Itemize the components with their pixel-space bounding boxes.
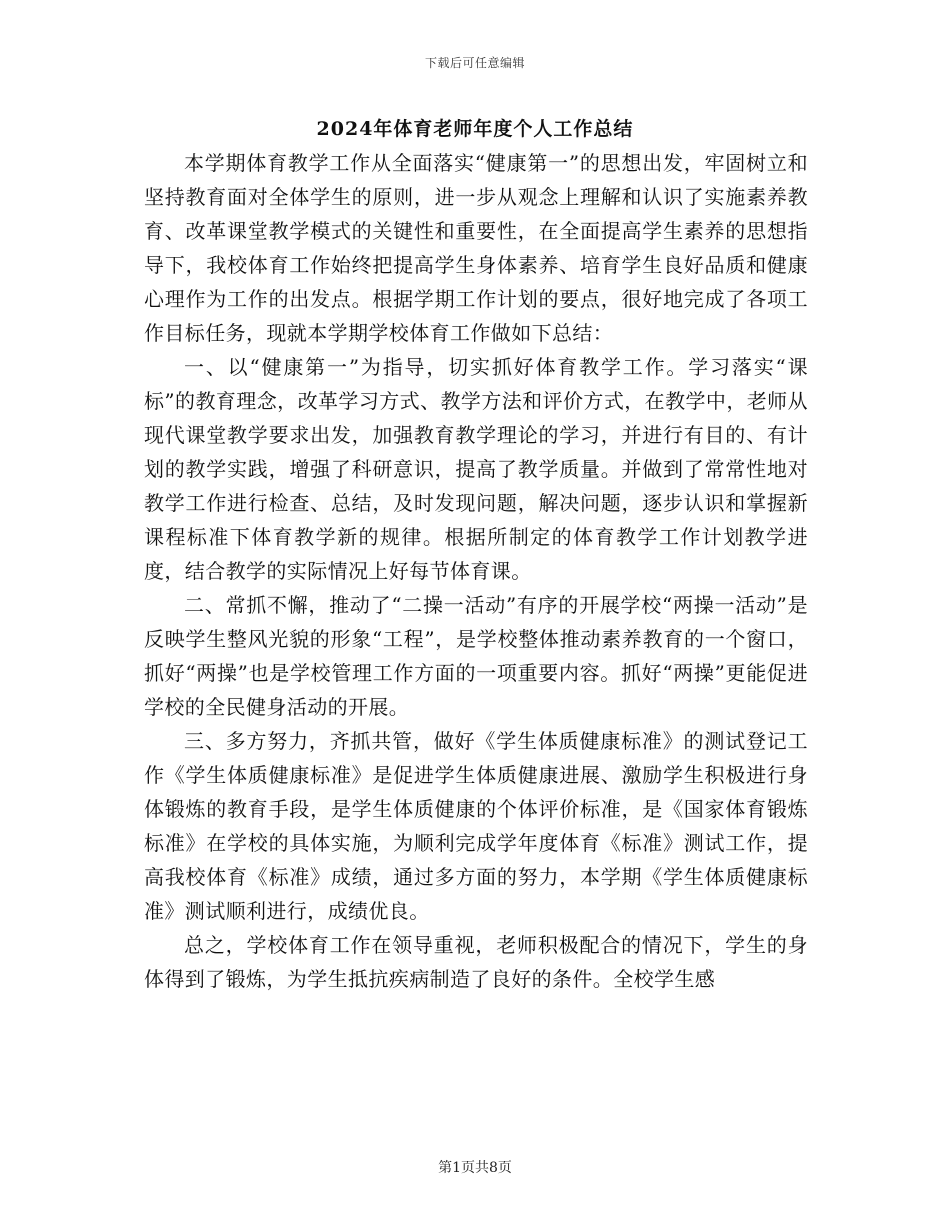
paragraph-section-1: 一、以“健康第一”为指导，切实抓好体育教学工作。学习落实“课标”的教育理念，改革学习方式、教学方法和评价方式，在教学中，老师从现代课堂教学要求出发，加强教育教学理论的学习，并进行有目的、有计划的教学实践，增强了科研意识，提高了教学质量。并做到了常常性地对教学工作进行检查、总结，及时发现问题，解决问题，逐步认识和掌握新课程标准下体育教学新的规律。根据所制定的体育教学工作计划教学进度，结合教学的实际情况上好每节体育课。 xyxy=(144,355,808,583)
document-title: 2024年体育老师年度个人工作总结 xyxy=(316,118,634,140)
paragraph-section-2: 二、常抓不懈，推动了“二操一活动”有序的开展学校“两操一活动”是反映学生整风光貌的形象“工程”，是学校整体推动素养教育的一个窗口，抓好“两操”也是学校管理工作方面的一项重要内容。抓好“两操”更能促进学校的全民健身活动的开展。 xyxy=(144,593,808,719)
header-note: 下载后可任意编辑 xyxy=(424,56,525,70)
paragraph-intro: 本学期体育教学工作从全面落实“健康第一”的思想出发，牢固树立和坚持教育面对全体学生的原则，进一步从观念上理解和认识了实施素养教育、改革课堂教学模式的关键性和重要性，在全面提高学生素养的思想指导下，我校体育工作始终把提高学生身体素养、培育学生良好品质和健康心理作为工作的出发点。根据学期工作计划的要点，很好地完成了各项工作目标任务，现就本学期学校体育工作做如下总结： xyxy=(144,151,808,345)
paragraph-conclusion: 总之，学校体育工作在领导重视，老师积极配合的情况下，学生的身体得到了锻炼，为学生抵抗疾病制造了良好的条件。全校学生感 xyxy=(144,933,808,991)
document-body xyxy=(144,146,808,996)
page-number-footer: 第1页共8页 xyxy=(438,1160,512,1176)
paragraph-section-3: 三、多方努力，齐抓共管，做好《学生体质健康标准》的测试登记工作《学生体质健康标准》是促进学生体质健康进展、激励学生积极进行身体锻炼的教育手段，是学生体质健康的个体评价标准，是《国家体育锻炼标准》在学校的具体实施，为顺利完成学年度体育《标准》测试工作，提高我校体育《标准》成绩，通过多方面的努力，本学期《学生体质健康标准》测试顺利进行，成绩优良。 xyxy=(144,729,808,923)
